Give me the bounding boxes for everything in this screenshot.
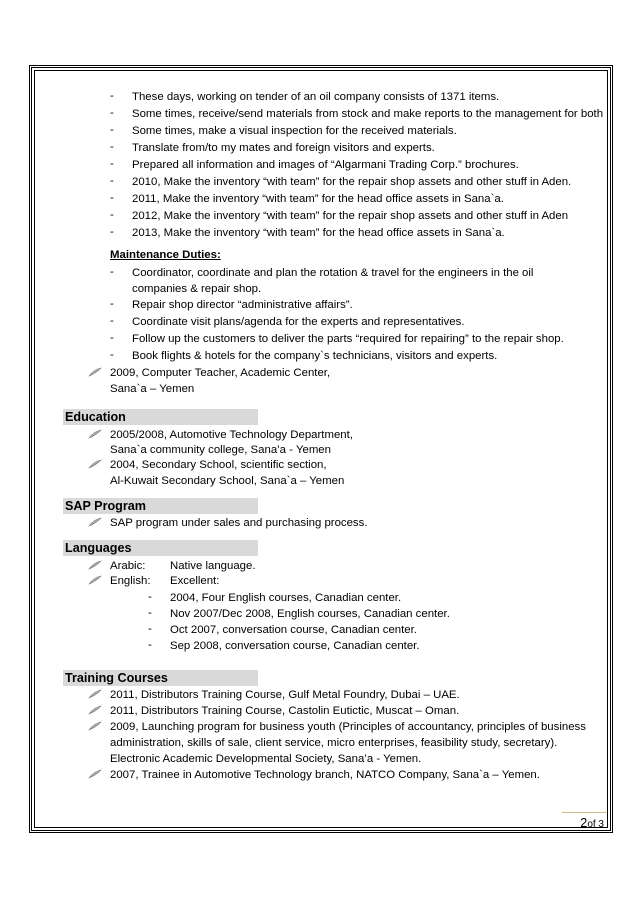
english-course: 2004, Four English courses, Canadian center.	[170, 592, 402, 604]
dash-marker: -	[110, 124, 114, 136]
feather-bullet-icon	[88, 575, 102, 585]
page-current: 2	[580, 816, 588, 830]
feather-bullet-icon	[88, 721, 102, 731]
feather-bullet-icon	[88, 367, 102, 377]
dash-marker: -	[110, 209, 114, 221]
dash-marker: -	[110, 266, 114, 278]
maintenance-item: Repair shop director “administrative affairs”.	[132, 299, 353, 311]
dash-marker: -	[110, 226, 114, 238]
task-item: Prepared all information and images of “Algarmani Trading Corp.” brochures.	[132, 159, 519, 171]
english-course: Oct 2007, conversation course, Canadian center.	[170, 624, 417, 636]
section-heading-sap: SAP Program	[63, 498, 258, 514]
dash-marker: -	[110, 332, 114, 344]
dash-marker: -	[110, 315, 114, 327]
task-item: Some times, receive/send materials from stock and make reports to the management for both	[132, 108, 604, 120]
english-course: Sep 2008, conversation course, Canadian center.	[170, 640, 420, 652]
dash-marker: -	[110, 158, 114, 170]
feather-bullet-icon	[88, 689, 102, 699]
task-item: 2011, Make the inventory “with team” for the head office assets in Sana`a.	[132, 193, 504, 205]
job-location: Sana`a – Yemen	[110, 383, 195, 395]
task-item: 2010, Make the inventory “with team” for the repair shop assets and other stuff in Aden.	[132, 176, 572, 188]
section-heading-languages: Languages	[63, 540, 258, 556]
task-item: Translate from/to my mates and foreign visitors and experts.	[132, 142, 435, 154]
task-item: 2013, Make the inventory “with team” for the head office assets in Sana`a.	[132, 227, 505, 239]
education-item-cont: Al-Kuwait Secondary School, Sana`a – Yemen	[110, 475, 345, 487]
sap-item: SAP program under sales and purchasing process.	[110, 517, 368, 529]
dash-marker: -	[110, 107, 114, 119]
dash-marker: -	[110, 141, 114, 153]
education-item: 2005/2008, Automotive Technology Department,	[110, 429, 353, 441]
training-item: 2009, Launching program for business youth (Principles of accountancy, principles of business	[110, 721, 586, 733]
dash-marker: -	[110, 175, 114, 187]
language-level: Native language.	[170, 560, 256, 572]
training-item-cont: Electronic Academic Developmental Society, Sana’a - Yemen.	[110, 753, 422, 765]
dash-marker: -	[148, 607, 152, 619]
dash-marker: -	[148, 639, 152, 651]
page-total: of 3	[587, 819, 604, 830]
training-item: 2007, Trainee in Automotive Technology branch, NATCO Company, Sana`a – Yemen.	[110, 769, 540, 781]
training-item: 2011, Distributors Training Course, Gulf Metal Foundry, Dubai – UAE.	[110, 689, 460, 701]
task-item: 2012, Make the inventory “with team” for the repair shop assets and other stuff in Aden	[132, 210, 569, 222]
dash-marker: -	[110, 90, 114, 102]
maintenance-heading: Maintenance Duties:	[110, 249, 221, 261]
maintenance-item-cont: companies & repair shop.	[132, 283, 262, 295]
dash-marker: -	[148, 623, 152, 635]
page-number	[562, 812, 606, 832]
dash-marker: -	[110, 349, 114, 361]
education-item: 2004, Secondary School, scientific section,	[110, 459, 327, 471]
task-item: Some times, make a visual inspection for the received materials.	[132, 125, 457, 137]
maintenance-item: Book flights & hotels for the company`s technicians, visitors and experts.	[132, 350, 498, 362]
task-item: These days, working on tender of an oil company consists of 1371 items.	[132, 91, 500, 103]
maintenance-item: Coordinator, coordinate and plan the rotation & travel for the engineers in the oil	[132, 267, 534, 279]
maintenance-item: Follow up the customers to deliver the parts “required for repairing” to the repair shop.	[132, 333, 564, 345]
language-label: Arabic:	[110, 560, 146, 572]
feather-bullet-icon	[88, 769, 102, 779]
dash-marker: -	[110, 298, 114, 310]
feather-bullet-icon	[88, 705, 102, 715]
feather-bullet-icon	[88, 459, 102, 469]
section-heading-education: Education	[63, 409, 258, 425]
english-course: Nov 2007/Dec 2008, English courses, Canadian center.	[170, 608, 450, 620]
section-heading-training: Training Courses	[63, 670, 258, 686]
language-label: English:	[110, 575, 151, 587]
education-item-cont: Sana`a community college, Sana’a - Yemen	[110, 444, 331, 456]
feather-bullet-icon	[88, 517, 102, 527]
dash-marker: -	[110, 192, 114, 204]
language-level: Excellent:	[170, 575, 220, 587]
maintenance-item: Coordinate visit plans/agenda for the experts and representatives.	[132, 316, 465, 328]
job-title: 2009, Computer Teacher, Academic Center,	[110, 367, 331, 379]
training-item-cont: administration, skills of sale, client service, micro enterprises, feasibility study, secretary).	[110, 737, 558, 749]
dash-marker: -	[148, 591, 152, 603]
feather-bullet-icon	[88, 560, 102, 570]
training-item: 2011, Distributors Training Course, Castolin Eutictic, Muscat – Oman.	[110, 705, 460, 717]
feather-bullet-icon	[88, 429, 102, 439]
